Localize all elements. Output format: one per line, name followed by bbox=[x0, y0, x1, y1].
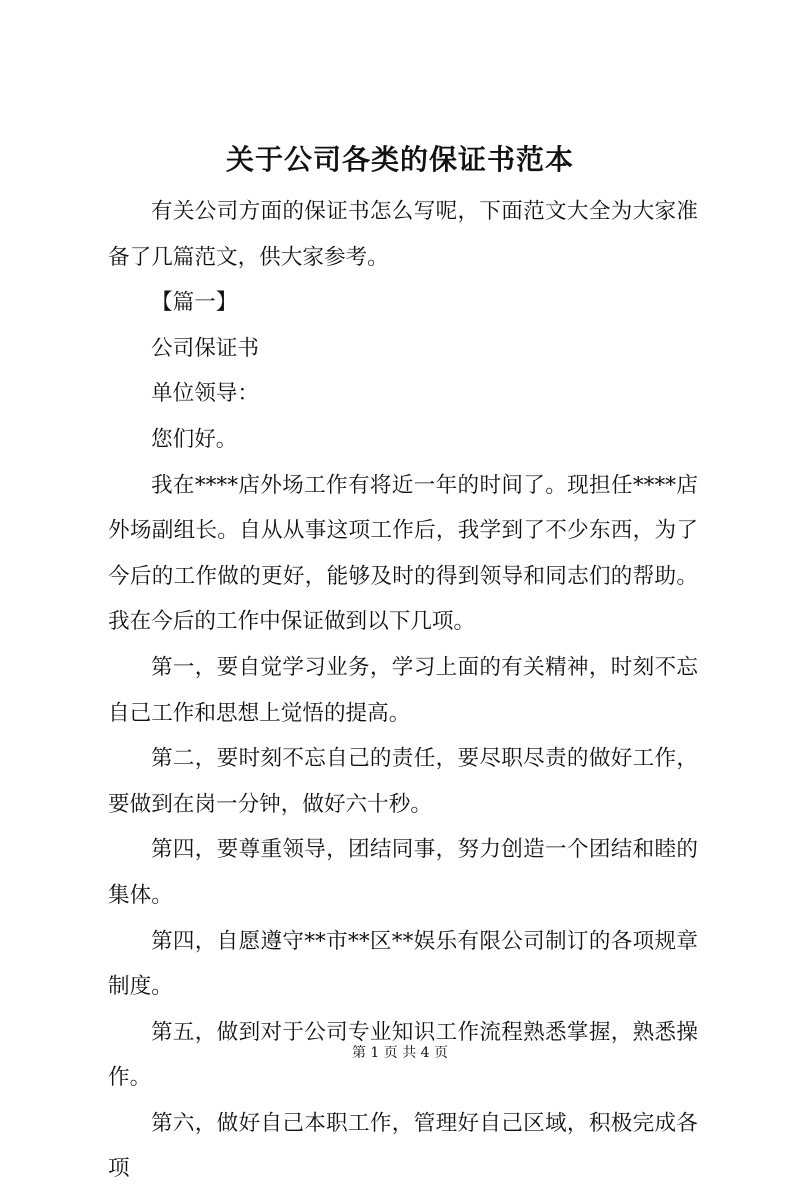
paragraph-section-heading: 【篇一】 bbox=[151, 290, 238, 316]
paragraph-item-2: 第二，要时刻不忘自己的责任，要尽职尽责的做好工作，要做到在岗一分钟，做好六十秒。 bbox=[108, 746, 698, 817]
document-title: 关于公司各类的保证书范本 bbox=[225, 143, 574, 176]
paragraph-letter-title: 公司保证书 bbox=[151, 335, 259, 361]
paragraph-salutation: 单位领导： bbox=[151, 381, 259, 407]
page-footer: 第 1 页 共 4 页 bbox=[351, 1045, 449, 1061]
paragraph-item-5: 第五，做到对于公司专业知识工作流程熟悉掌握，熟悉操作。 bbox=[108, 1019, 698, 1091]
paragraph-item-4b: 第四，自愿遵守**市**区**娱乐有限公司制订的各项规章制度。 bbox=[108, 928, 698, 1000]
paragraph-item-6: 第六，做好自己本职工作，管理好自己区域，积极完成各项 bbox=[108, 1110, 698, 1182]
paragraph-item-4a: 第四，要尊重领导，团结同事，努力创造一个团结和睦的集体。 bbox=[108, 837, 698, 908]
paragraph-item-1: 第一，要自觉学习业务，学习上面的有关精神，时刻不忘自己工作和思想上觉悟的提高。 bbox=[108, 654, 698, 726]
paragraph-background: 我在****店外场工作有将近一年的时间了。现担任****店外场副组长。自从从事这项工作后，我学到了不少东西，为了今后的工作做的更好，能够及时的得到领导和同志们的帮助。我在今后的工作中保证做到以下几项。 bbox=[108, 472, 698, 635]
document-body bbox=[108, 189, 698, 1192]
paragraph-greeting: 您们好。 bbox=[151, 426, 238, 452]
paragraph-intro: 有关公司方面的保证书怎么写呢，下面范文大全为大家准备了几篇范文，供大家参考。 bbox=[108, 199, 698, 270]
